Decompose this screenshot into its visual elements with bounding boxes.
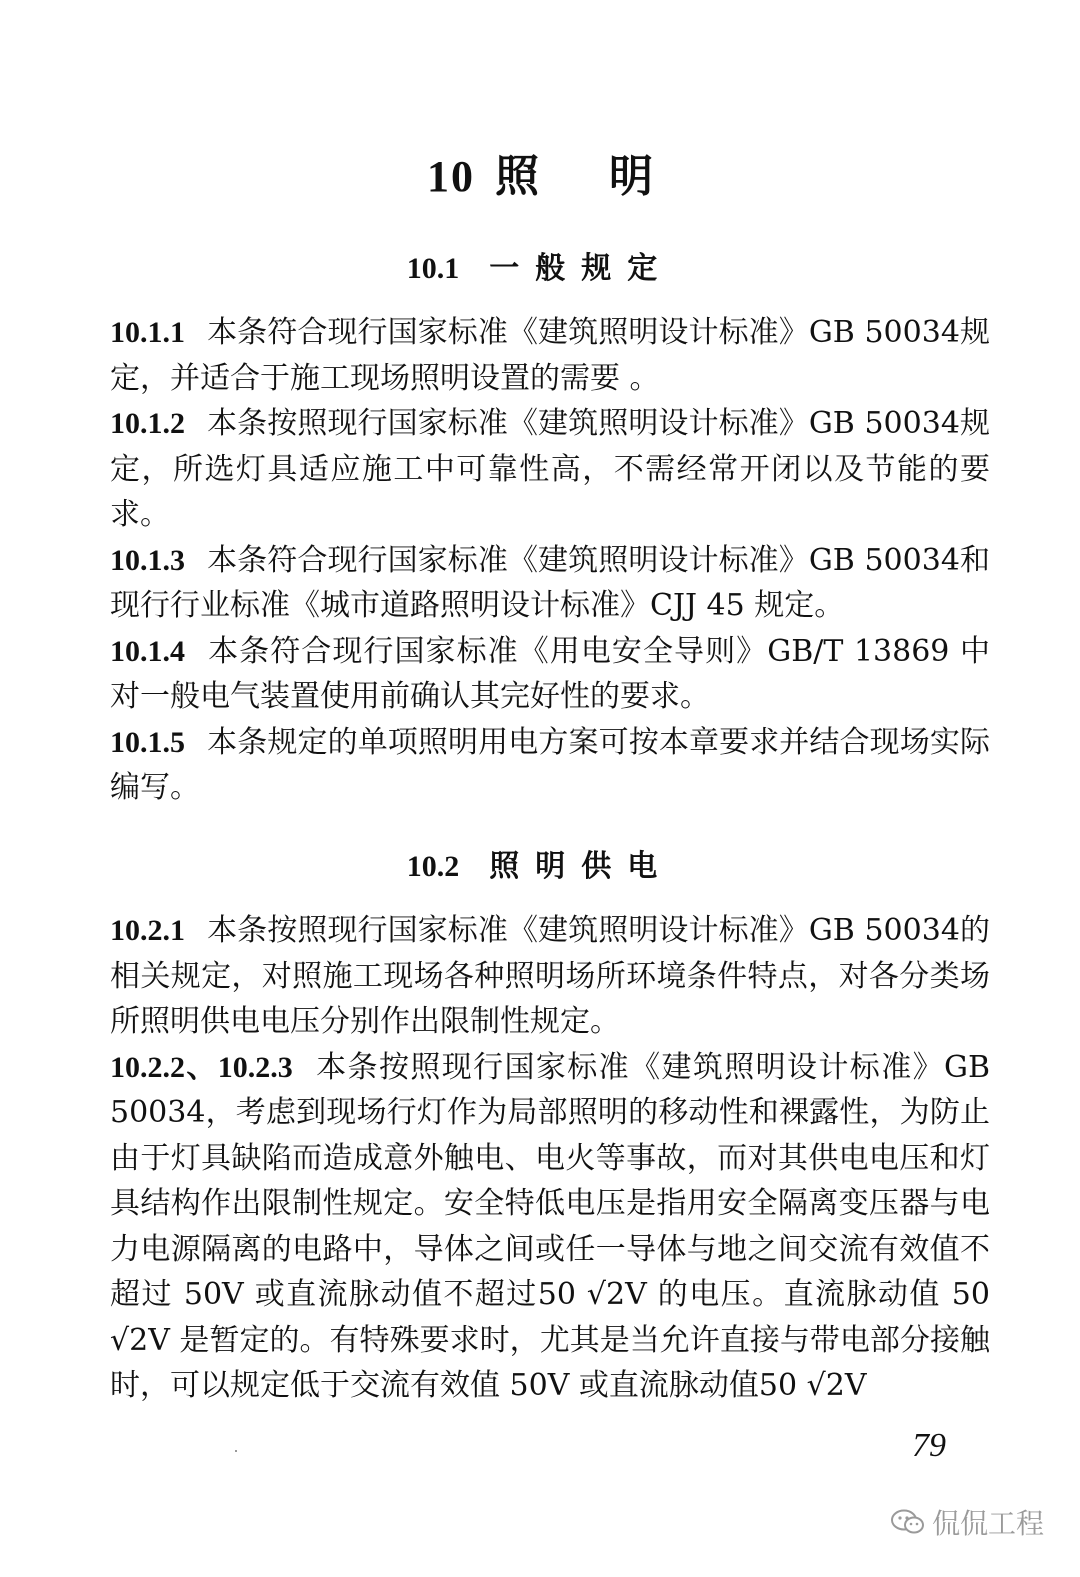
clause-paragraph: [110, 629, 990, 720]
watermark-text: 侃侃工程: [932, 1507, 1045, 1540]
clause-paragraph: [110, 1045, 990, 1409]
clause-text: 本条符合现行国家标准《建筑照明设计标准》GB 50034和现行行业标准《城市道路照明设计标准》CJJ 45 规定。: [110, 542, 990, 623]
section-number: 10.2: [406, 850, 460, 883]
clause-number: 10.1.5: [110, 725, 185, 759]
section-name: 一般规定: [489, 251, 674, 286]
section-number: 10.1: [406, 252, 460, 285]
chapter-number: 10: [427, 152, 475, 201]
section-body: [110, 908, 990, 1409]
wechat-icon: [890, 1508, 926, 1536]
clause-text: 本条按照现行国家标准《建筑照明设计标准》GB 50034规定，所选灯具适应施工中可靠性高，不需经常开闭以及节能的要求。: [110, 406, 990, 532]
scan-speck: [235, 1450, 237, 1452]
clause-text: 本条符合现行国家标准《建筑照明设计标准》GB 50034规定，并适合于施工现场照明设置的需要 。: [110, 315, 990, 396]
clause-number: 10.2.1: [110, 914, 185, 947]
section-name: 照明供电: [489, 849, 674, 884]
clause-paragraph: [110, 720, 990, 811]
clause-number: 10.1.3: [110, 543, 185, 577]
section-body: [110, 310, 990, 811]
clause-number: 10.2.2、10.2.3: [110, 1050, 293, 1084]
clause-text: 本条规定的单项照明用电方案可按本章要求并结合现场实际编写。: [110, 724, 990, 805]
clause-paragraph: [110, 310, 990, 401]
watermark: [890, 1502, 1044, 1542]
clause-number: 10.1.1: [110, 316, 185, 349]
clause-paragraph: [110, 538, 990, 629]
clause-number: 10.1.4: [110, 634, 185, 668]
clause-number: 10.1.2: [110, 407, 185, 440]
clause-paragraph: [110, 908, 990, 1045]
clause-text: 本条按照现行国家标准《建筑照明设计标准》GB 50034的相关规定，对照施工现场各种照明场所环境条件特点，对各分类场所照明供电电压分别作出限制性规定。: [110, 913, 990, 1039]
page-number: 79: [912, 1427, 946, 1464]
section-title: [0, 243, 1080, 287]
clause-text: 本条按照现行国家标准《建筑照明设计标准》GB 50034，考虑到现场行灯作为局部照明的移动性和裸露性，为防止由于灯具缺陷而造成意外触电、电火等事故，而对其供电电压和灯具结构作出限制性规定。安全特低电压是指用安全隔离变压器与电力电源隔离的电路中，导体之间或任一导体与地之间交流有效值不超过 50V 或直流脉动值不超过50 √2V 的电压。直流脉动值 50 √2V 是暂定的。有特殊要求时，尤其是当允许直接与带电部分接触时，可以规定低于交流有效值 50V 或直流脉动值50 √2V: [110, 1049, 990, 1403]
chapter-title: [0, 140, 1080, 204]
chapter-name: 照明: [495, 151, 723, 202]
section-title: [0, 841, 1080, 885]
clause-text: 本条符合现行国家标准《用电安全导则》GB/T 13869 中对一般电气装置使用前确认其完好性的要求。: [110, 633, 990, 714]
clause-paragraph: [110, 401, 990, 538]
